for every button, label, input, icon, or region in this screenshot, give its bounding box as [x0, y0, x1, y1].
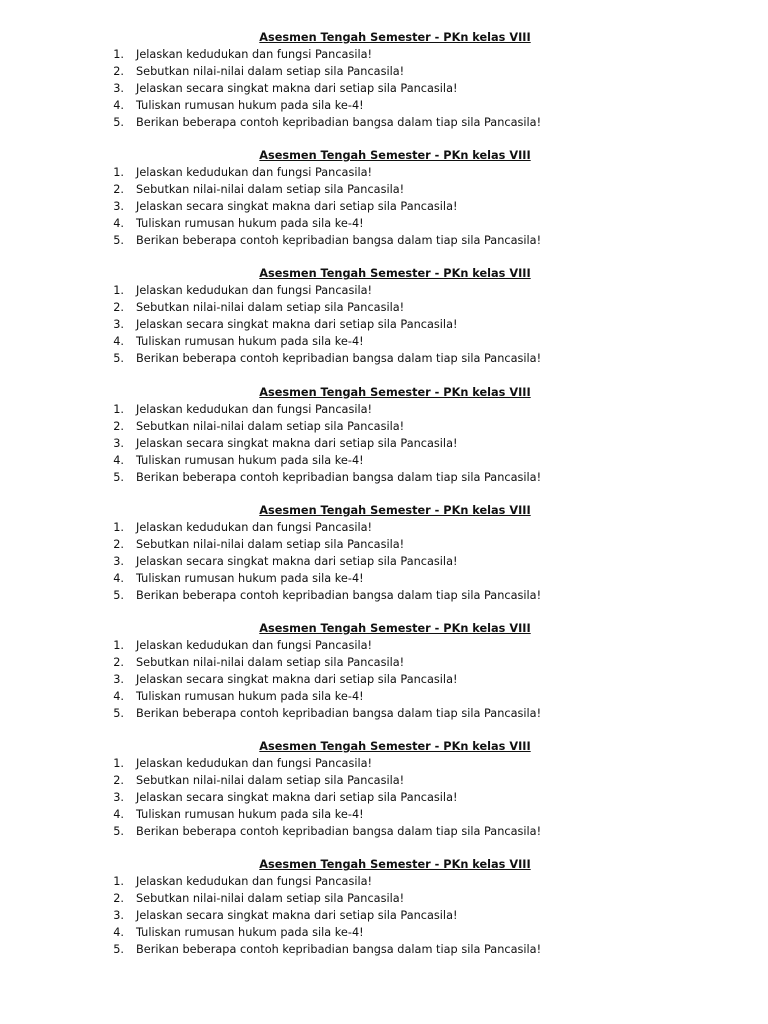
- question-text: Jelaskan secara singkat makna dari setiap sila Pancasila!: [136, 200, 458, 214]
- question-text: Berikan beberapa contoh kepribadian bangsa dalam tiap sila Pancasila!: [136, 470, 542, 484]
- question-number: 3.: [113, 909, 124, 923]
- question-text: Jelaskan secara singkat makna dari setiap sila Pancasila!: [136, 82, 458, 95]
- section-title: Asesmen Tengah Semester - PKn kelas VIII: [259, 149, 531, 163]
- question-text: Sebutkan nilai-nilai dalam setiap sila Pancasila!: [136, 892, 405, 906]
- question-number: 5.: [113, 706, 124, 720]
- question-number: 3.: [113, 200, 124, 214]
- question-number: 1.: [113, 757, 124, 771]
- question-number: 4.: [113, 453, 124, 467]
- question-number: 2.: [113, 183, 124, 197]
- question-text: Berikan beberapa contoh kepribadian bangsa dalam tiap sila Pancasila!: [136, 352, 542, 366]
- question-text: Tuliskan rumusan hukum pada sila ke-4!: [136, 571, 364, 585]
- question-text: Tuliskan rumusan hukum pada sila ke-4!: [136, 808, 364, 822]
- question-number: 4.: [113, 808, 124, 822]
- question-number: 4.: [113, 571, 124, 585]
- question-text: Sebutkan nilai-nilai dalam setiap sila Pancasila!: [136, 419, 405, 433]
- assessment-section: [0, 147, 768, 265]
- question-number: 5.: [113, 825, 124, 839]
- question-text: Jelaskan kedudukan dan fungsi Pancasila!: [136, 875, 373, 889]
- question-number: 2.: [113, 419, 124, 433]
- question-number: 5.: [113, 470, 124, 484]
- section-title: Asesmen Tengah Semester - PKn kelas VIII: [259, 385, 531, 399]
- section-title: Asesmen Tengah Semester - PKn kelas VIII: [259, 267, 531, 281]
- section-title: Asesmen Tengah Semester - PKn kelas VIII: [259, 621, 531, 635]
- question-text: Jelaskan kedudukan dan fungsi Pancasila!: [136, 638, 373, 652]
- question-number: 1.: [113, 48, 124, 61]
- question-number: 3.: [113, 436, 124, 450]
- question-number: 5.: [113, 588, 124, 602]
- question-number: 4.: [113, 926, 124, 940]
- question-text: Sebutkan nilai-nilai dalam setiap sila Pancasila!: [136, 537, 405, 551]
- question-number: 5.: [113, 234, 124, 248]
- question-number: 2.: [113, 655, 124, 669]
- question-number: 5.: [113, 943, 124, 957]
- question-text: Sebutkan nilai-nilai dalam setiap sila Pancasila!: [136, 301, 405, 315]
- question-number: 2.: [113, 301, 124, 315]
- assessment-section: [0, 502, 768, 620]
- question-text: Sebutkan nilai-nilai dalam setiap sila Pancasila!: [136, 183, 405, 197]
- question-number: 1.: [113, 875, 124, 889]
- question-number: 3.: [113, 791, 124, 805]
- question-text: Sebutkan nilai-nilai dalam setiap sila Pancasila!: [136, 655, 405, 669]
- question-number: 5.: [113, 116, 124, 129]
- question-text: Jelaskan kedudukan dan fungsi Pancasila!: [136, 284, 373, 298]
- question-text: Jelaskan kedudukan dan fungsi Pancasila!: [136, 520, 373, 534]
- question-number: 4.: [113, 99, 124, 112]
- question-number: 4.: [113, 689, 124, 703]
- question-text: Sebutkan nilai-nilai dalam setiap sila Pancasila!: [136, 65, 405, 78]
- question-text: Tuliskan rumusan hukum pada sila ke-4!: [136, 453, 364, 467]
- question-text: Berikan beberapa contoh kepribadian bangsa dalam tiap sila Pancasila!: [136, 706, 542, 720]
- question-number: 5.: [113, 352, 124, 366]
- question-text: Jelaskan secara singkat makna dari setiap sila Pancasila!: [136, 791, 458, 805]
- question-text: Tuliskan rumusan hukum pada sila ke-4!: [136, 335, 364, 349]
- question-number: 2.: [113, 774, 124, 788]
- question-text: Berikan beberapa contoh kepribadian bangsa dalam tiap sila Pancasila!: [136, 116, 542, 129]
- assessment-section: [0, 29, 768, 147]
- assessment-section: [0, 856, 768, 974]
- question-text: Jelaskan secara singkat makna dari setiap sila Pancasila!: [136, 909, 458, 923]
- section-title: Asesmen Tengah Semester - PKn kelas VIII: [259, 31, 531, 44]
- document-page: [0, 29, 768, 975]
- assessment-section: [0, 384, 768, 502]
- question-number: 1.: [113, 166, 124, 180]
- question-text: Berikan beberapa contoh kepribadian bangsa dalam tiap sila Pancasila!: [136, 234, 542, 248]
- question-number: 3.: [113, 554, 124, 568]
- question-text: Sebutkan nilai-nilai dalam setiap sila Pancasila!: [136, 774, 405, 788]
- question-text: Jelaskan kedudukan dan fungsi Pancasila!: [136, 166, 373, 180]
- question-number: 1.: [113, 284, 124, 298]
- section-title: Asesmen Tengah Semester - PKn kelas VIII: [259, 858, 531, 872]
- assessment-section: [0, 738, 768, 856]
- question-number: 2.: [113, 537, 124, 551]
- question-number: 3.: [113, 672, 124, 686]
- question-text: Jelaskan kedudukan dan fungsi Pancasila!: [136, 48, 373, 61]
- question-text: Jelaskan kedudukan dan fungsi Pancasila!: [136, 757, 373, 771]
- question-text: Tuliskan rumusan hukum pada sila ke-4!: [136, 926, 364, 940]
- question-text: Jelaskan kedudukan dan fungsi Pancasila!: [136, 402, 373, 416]
- question-number: 1.: [113, 402, 124, 416]
- assessment-section: [0, 620, 768, 738]
- question-text: Tuliskan rumusan hukum pada sila ke-4!: [136, 689, 364, 703]
- question-number: 2.: [113, 65, 124, 78]
- question-text: Berikan beberapa contoh kepribadian bangsa dalam tiap sila Pancasila!: [136, 943, 542, 957]
- question-number: 4.: [113, 217, 124, 231]
- question-text: Jelaskan secara singkat makna dari setiap sila Pancasila!: [136, 672, 458, 686]
- question-text: Tuliskan rumusan hukum pada sila ke-4!: [136, 99, 364, 112]
- question-text: Jelaskan secara singkat makna dari setiap sila Pancasila!: [136, 554, 458, 568]
- question-text: Berikan beberapa contoh kepribadian bangsa dalam tiap sila Pancasila!: [136, 825, 542, 839]
- question-text: Jelaskan secara singkat makna dari setiap sila Pancasila!: [136, 436, 458, 450]
- question-text: Tuliskan rumusan hukum pada sila ke-4!: [136, 217, 364, 231]
- question-number: 3.: [113, 318, 124, 332]
- question-number: 1.: [113, 638, 124, 652]
- question-number: 2.: [113, 892, 124, 906]
- question-number: 3.: [113, 82, 124, 95]
- question-text: Berikan beberapa contoh kepribadian bangsa dalam tiap sila Pancasila!: [136, 588, 542, 602]
- section-title: Asesmen Tengah Semester - PKn kelas VIII: [259, 740, 531, 754]
- section-title: Asesmen Tengah Semester - PKn kelas VIII: [259, 503, 531, 517]
- question-number: 4.: [113, 335, 124, 349]
- question-text: Jelaskan secara singkat makna dari setiap sila Pancasila!: [136, 318, 458, 332]
- assessment-section: [0, 265, 768, 383]
- question-number: 1.: [113, 520, 124, 534]
